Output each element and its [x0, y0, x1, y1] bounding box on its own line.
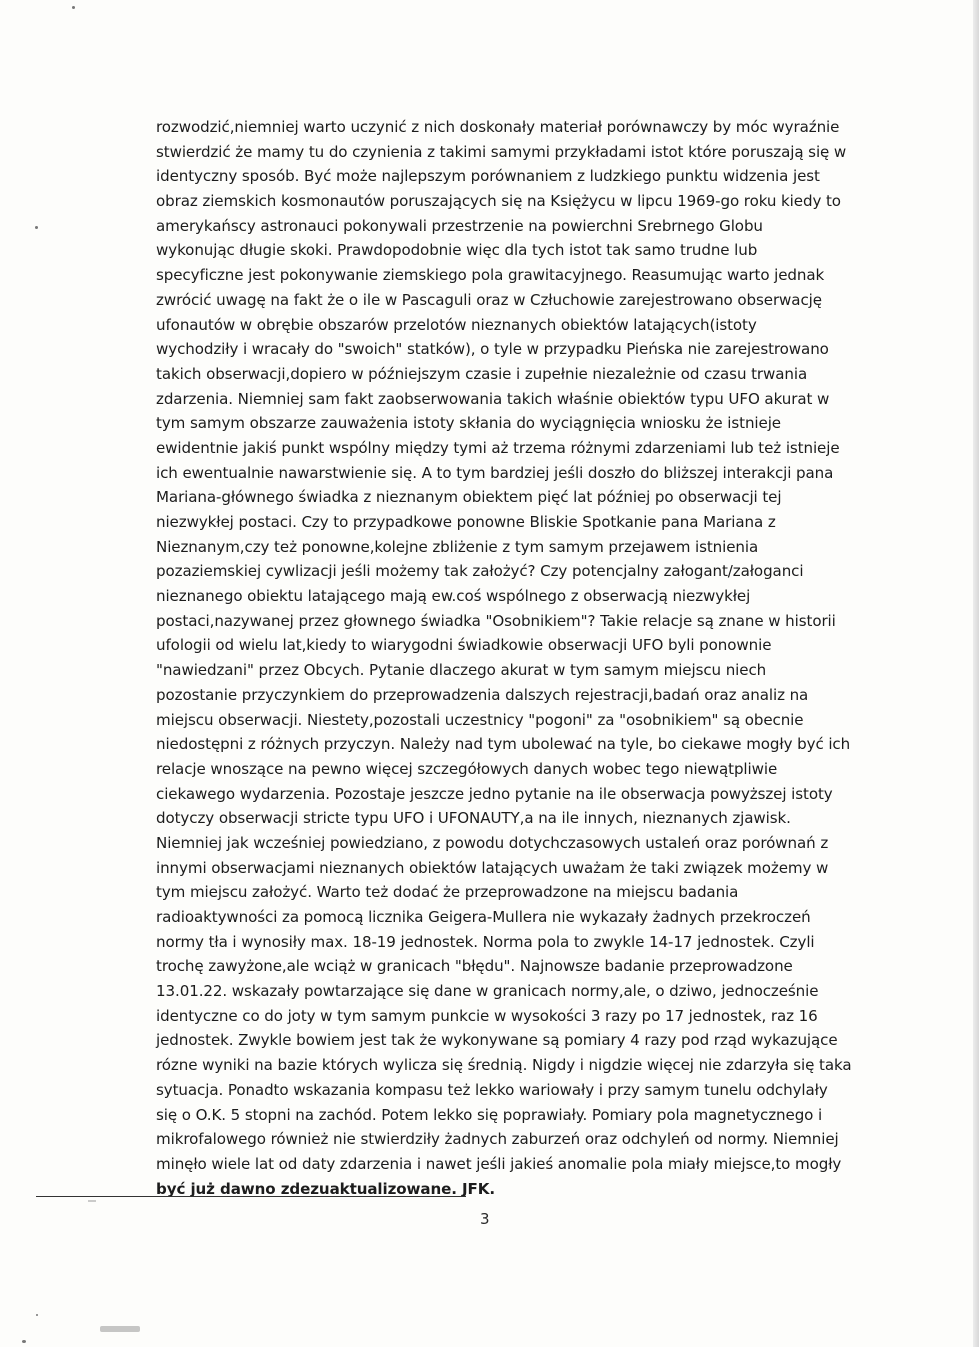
text-line-14: ewidentnie jakiś punkt wspólny między tymi aż trzema różnymi zdarzeniami lub też istnieje [156, 438, 840, 457]
text-line-25: miejscu obserwacji. Niestety,pozostali uczestnicy "pogoni" za "osobnikiem" są obecnie [156, 710, 804, 729]
scan-speck [22, 1340, 26, 1343]
text-line-9: ufonautów w obrębie obszarów przelotów nieznanych obiektów latających(istoty [156, 315, 757, 334]
underline-rule [36, 1196, 466, 1197]
scan-speck [72, 6, 75, 9]
text-line-32: tym miejscu założyć. Warto też dodać że przeprowadzone na miejscu badania [156, 883, 739, 902]
text-line-21: postaci,nazywanej przez głownego świadka "Osobnikiem"? Takie relacje są znane w historii [156, 611, 836, 630]
text-line-40: sytuacja. Ponadto wskazania kompasu też lekko wariowały i przy samym tunelu odchylały [156, 1080, 828, 1099]
text-line-27: relacje wnoszące na pewno więcej szczegółowych danych wobec tego niewątpliwie [156, 759, 778, 778]
page-number: 3 [480, 1210, 490, 1228]
text-line-41: się o O.K. 5 stopni na zachód. Potem lekko się poprawiały. Pomiary pola magnetycznego i [156, 1105, 823, 1124]
text-line-17: niezwykłej postaci. Czy to przypadkowe ponowne Bliskie Spotkanie pana Mariana z [156, 513, 776, 531]
text-line-42: mikrofalowego również nie stwierdziły żadnych zaburzeń oraz odchyleń od normy. Niemniej [156, 1130, 839, 1149]
text-line-18: Nieznanym,czy też ponowne,kolejne zbliżenie z tym samym przejawem istnienia [156, 537, 759, 556]
text-line-4: obraz ziemskich kosmonautów poruszających się na Księżycu w lipcu 1969-go roku kiedy to [156, 192, 841, 211]
text-line-24: pozostanie przyczynkiem do przeprowadzenia dalszych rejestracji,badań oraz analiz na [156, 685, 809, 704]
text-line-1: rozwodzić,niemniej warto uczynić z nich doskonały materiał porównawczy by móc wyraźnie [156, 118, 840, 136]
text-line-39: rózne wyniki na bazie których wylicza się średnią. Nigdy i nigdzie więcej nie zdarzyła się taka [156, 1056, 852, 1075]
body-text [156, 115, 852, 1201]
text-line-3: identyczny sposób. Być może najlepszym porównaniem z ludzkiego punktu widzenia jest [156, 167, 820, 186]
text-line-34: normy tła i wynosiły max. 18-19 jednostek. Norma pola to zwykle 14-17 jednostek. Czyli [156, 932, 815, 951]
text-line-8: zwrócić uwagę na fakt że o ile w Pascaguli oraz w Człuchowie zarejestrowano obserwację [156, 290, 822, 309]
text-line-13: tym samym obszarze zauważenia istoty skłania do wyciągnięcia wniosku że istnieje [156, 414, 781, 433]
scan-smudge [100, 1326, 140, 1332]
text-line-7: specyficzne jest pokonywanie ziemskiego pola grawitacyjnego. Reasumując warto jednak [156, 266, 825, 285]
text-line-20: nieznanego obiektu latającego mają ew.coś wspólnego z obserwacją niezwykłej [156, 587, 751, 606]
text-line-6: wykonując długie skoki. Prawdopodobnie więc dla tych istot tak samo trudne lub [156, 241, 758, 260]
text-line-15: ich ewentualnie nawarstwienie się. A to tym bardziej jeśli doszło do bliższej interakcji pana [156, 463, 834, 482]
text-line-2: stwierdzić że mamy tu do czynienia z takimi samymi przykładami istot które poruszają się w [156, 142, 847, 161]
text-line-30: Niemniej jak wcześniej powiedziano, z powodu dotychczasowych ustaleń oraz porównań z [156, 833, 829, 852]
text-line-22: ufologii od wielu lat,kiedy to wiarygodni świadkowie obserwacji UFO byli ponownie [156, 636, 772, 655]
text-line-31: innymi obserwacjami nieznanych obiektów latających uważam że taki związek możemy w [156, 858, 829, 877]
scan-smudge [88, 1200, 96, 1202]
text-line-43: minęło wiele lat od daty zdarzenia i nawet jeśli jakieś anomalie pola miały miejsce,to mogły [156, 1154, 842, 1173]
text-line-29: dotyczy obserwacji stricte typu UFO i UFONAUTY,a na ile innych, nieznanych zjawisk. [156, 809, 791, 828]
text-line-5: amerykańscy astronauci pokonywali przestrzenie na powierchni Srebrnego Globu [156, 216, 763, 235]
text-line-35: trochę zawyżone,ale wciąż w granicach "błędu". Najnowsze badanie przeprowadzone [156, 957, 793, 976]
text-line-10: wychodziły i wracały do "swoich" statków), o tyle w przypadku Pieńska nie zarejestrowano [156, 340, 829, 359]
text-line-23: "nawiedzani" przez Obcych. Pytanie dlaczego akurat w tym samym miejscu niech [156, 661, 767, 680]
text-line-33: radioaktywności za pomocą licznika Geigera-Mullera nie wykazały żadnych przekroczeń [156, 908, 811, 926]
text-line-38: jednostek. Zwykle bowiem jest tak że wykonywane są pomiary 4 razy pod rząd wykazujące [156, 1031, 838, 1050]
text-line-16: Mariana-głównego świadka z nieznanym obiektem pięć lat później po obserwacji tej [156, 488, 782, 507]
text-line-37: identyczne co do joty w tym samym punkcie w wysokości 3 razy po 17 jednostek, raz 16 [156, 1006, 818, 1025]
text-line-28: ciekawego wydarzenia. Pozostaje jeszcze jedno pytanie na ile obserwacja powyższej istoty [156, 784, 833, 803]
scan-edge [973, 0, 979, 1347]
text-line-19: pozaziemskiej cywlizacji jeśli możemy tak założyć? Czy potencjalny załogant/załoganci [156, 562, 804, 581]
text-line-36: 13.01.22. wskazały powtarzające się dane w granicach normy,ale, o dziwo, jednocześnie [156, 982, 819, 1001]
scan-speck [36, 1314, 38, 1316]
scan-speck [35, 226, 38, 229]
text-line-12: zdarzenia. Niemniej sam fakt zaobserwowania takich właśnie obiektów typu UFO akurat w [156, 389, 830, 408]
text-line-26: niedostępni z różnych przyczyn. Należy nad tym ubolewać na tyle, bo ciekawe mogły być ich [156, 735, 851, 754]
text-line-11: takich obserwacji,dopiero w późniejszym czasie i zupełnie niezależnie od czasu trwania [156, 364, 808, 383]
signoff-line: być już dawno zdezuaktualizowane. JFK. [156, 1179, 495, 1198]
